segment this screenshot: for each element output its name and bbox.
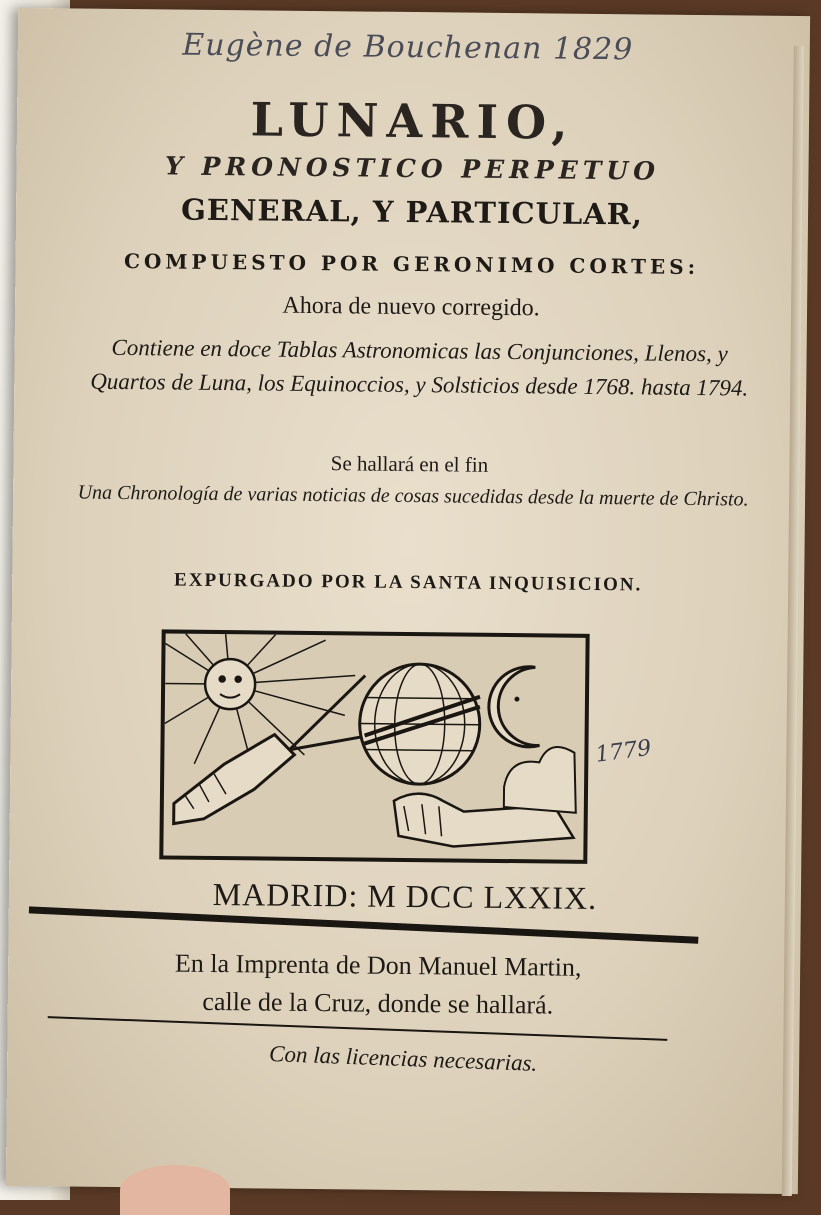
author-line: COMPUESTO POR GERONIMO CORTES: <box>123 249 700 280</box>
globe-icon <box>359 664 480 785</box>
printer-block <box>0 943 768 1027</box>
expurgation-line: EXPURGADO POR LA SANTA INQUISICION. <box>174 569 643 596</box>
title-page <box>6 8 810 1194</box>
printer-line-1: En la Imprenta de Don Manuel Martin, <box>174 948 582 982</box>
subtitle-line-2: GENERAL, Y PARTICULAR, <box>180 192 644 232</box>
owner-inscription: Eugène de Bouchenan 1829 <box>182 27 634 68</box>
chronology-description: Una Chronología de varias noticias de cosas sucedidas desde la muerte de Christo. <box>77 481 749 511</box>
woodcut-illustration <box>159 629 589 863</box>
crescent-moon-face-icon <box>488 666 540 747</box>
thumb <box>120 1165 230 1215</box>
find-line: Se hallará en el fin <box>330 451 489 477</box>
book-title: LUNARIO, <box>250 92 576 150</box>
marginal-date-annotation: 1779 <box>594 735 653 768</box>
printer-line-2: calle de la Cruz, donde se hallará. <box>202 986 554 1020</box>
imprint-line: MADRID: M DCC LXXIX. <box>212 875 598 916</box>
subtitle-line-1: Y PRONOSTICO PERPETUO <box>164 151 661 186</box>
edition-line: Ahora de nuevo corregido. <box>282 292 540 322</box>
licences-line: Con las licencias necesarias. <box>268 1041 538 1076</box>
contents-description: Contiene en doce Tablas Astronomicas las Conjunciones, Llenos, y Quartos de Luna, los Equinoccios, y Solsticios desde 1768. hasta 1794. <box>90 334 749 401</box>
cloud-icon <box>504 746 577 812</box>
